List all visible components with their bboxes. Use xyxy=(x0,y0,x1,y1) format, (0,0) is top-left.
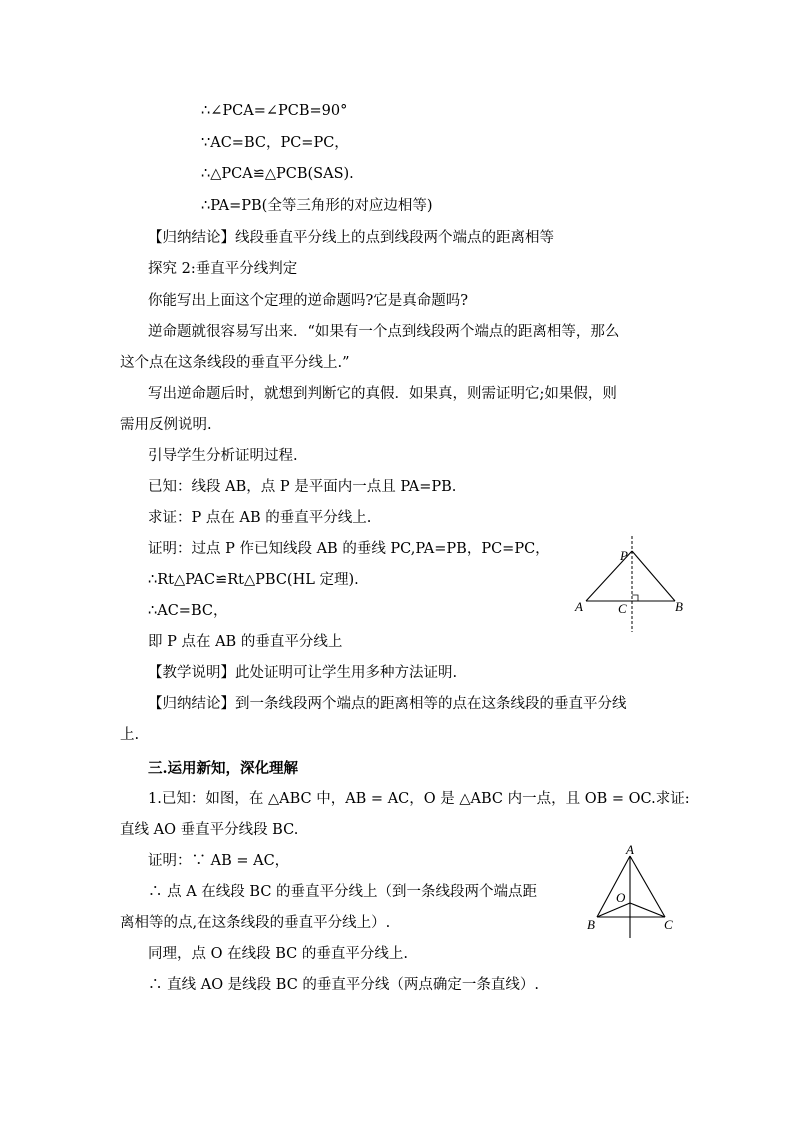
text-line: ∴Rt△PAC≌Rt△PBC(HL 定理). xyxy=(148,572,359,588)
text-line: 这个点在这条线段的垂直平分线上.” xyxy=(120,355,350,371)
text-line: ∵AC=BC，PC=PC， xyxy=(201,135,349,151)
conclusion-heading: 【归纳结论】到一条线段两个端点的距离相等的点在这条线段的垂直平分线 xyxy=(148,696,627,712)
segment-ab xyxy=(597,856,630,917)
segment-ac xyxy=(630,856,665,917)
teaching-note: 【教学说明】此处证明可让学生用多种方法证明. xyxy=(148,665,458,681)
text-line: 逆命题就很容易写出来．“如果有一个点到线段两个端点的距离相等，那么 xyxy=(148,324,620,340)
text-line: ∴∠PCA=∠PCB=90° xyxy=(201,103,348,119)
text-line: 写出逆命题后时，就想到判断它的真假．如果真，则需证明它;如果假，则 xyxy=(148,386,617,402)
label-a: A xyxy=(626,842,634,857)
segment-oc xyxy=(630,903,665,917)
text-line: 引导学生分析证明过程. xyxy=(148,448,298,464)
exercise-text: 直线 AO 垂直平分线段 BC. xyxy=(120,822,299,838)
section-title: 探究 2:垂直平分线判定 xyxy=(148,261,298,277)
label-b: B xyxy=(587,917,595,932)
section-heading: 三.运用新知，深化理解 xyxy=(148,760,299,777)
text-line: 离相等的点,在这条线段的垂直平分线上）. xyxy=(120,915,391,931)
label-c: C xyxy=(664,917,673,932)
label-a: A xyxy=(575,599,583,614)
text-line: 同理，点 O 在线段 BC 的垂直平分线上. xyxy=(148,946,408,962)
text-line: 即 P 点在 AB 的垂直平分线上 xyxy=(148,634,343,650)
triangle-pab-figure xyxy=(568,532,698,638)
text-line: ∴ 直线 AO 是线段 BC 的垂直平分线（两点确定一条直线）. xyxy=(148,977,540,993)
label-p: P xyxy=(620,548,628,563)
text-line: ∴PA=PB(全等三角形的对应边相等) xyxy=(201,198,433,214)
right-angle-mark xyxy=(632,595,638,601)
text-line: ∴AC=BC， xyxy=(148,603,228,619)
text-line: 证明：过点 P 作已知线段 AB 的垂线 PC,PA=PB，PC=PC， xyxy=(148,541,550,557)
text-line: 求证：P 点在 AB 的垂直平分线上. xyxy=(148,510,372,526)
text-line: 上. xyxy=(120,727,140,743)
segment-pb xyxy=(632,551,675,601)
triangle-abc-figure xyxy=(582,840,682,940)
segment-ob xyxy=(597,903,630,917)
text-line: 你能写出上面这个定理的逆命题吗?它是真命题吗? xyxy=(148,293,469,309)
text-line: ∴△PCA≌△PCB(SAS). xyxy=(201,166,354,182)
label-b: B xyxy=(675,599,683,614)
label-o: O xyxy=(616,890,626,905)
conclusion-heading: 【归纳结论】线段垂直平分线上的点到线段两个端点的距离相等 xyxy=(148,230,554,246)
exercise-text: 1.已知：如图，在 △ABC 中，AB = AC，O 是 △ABC 内一点，且 OB = OC.求证: xyxy=(148,791,690,807)
text-line: 证明：∵ AB = AC， xyxy=(148,853,290,869)
text-line: ∴ 点 A 在线段 BC 的垂直平分线上（到一条线段两个端点距 xyxy=(148,884,538,900)
text-line: 需用反例说明. xyxy=(120,417,212,433)
label-c: C xyxy=(618,601,627,616)
text-line: 已知：线段 AB，点 P 是平面内一点且 PA=PB. xyxy=(148,479,457,495)
